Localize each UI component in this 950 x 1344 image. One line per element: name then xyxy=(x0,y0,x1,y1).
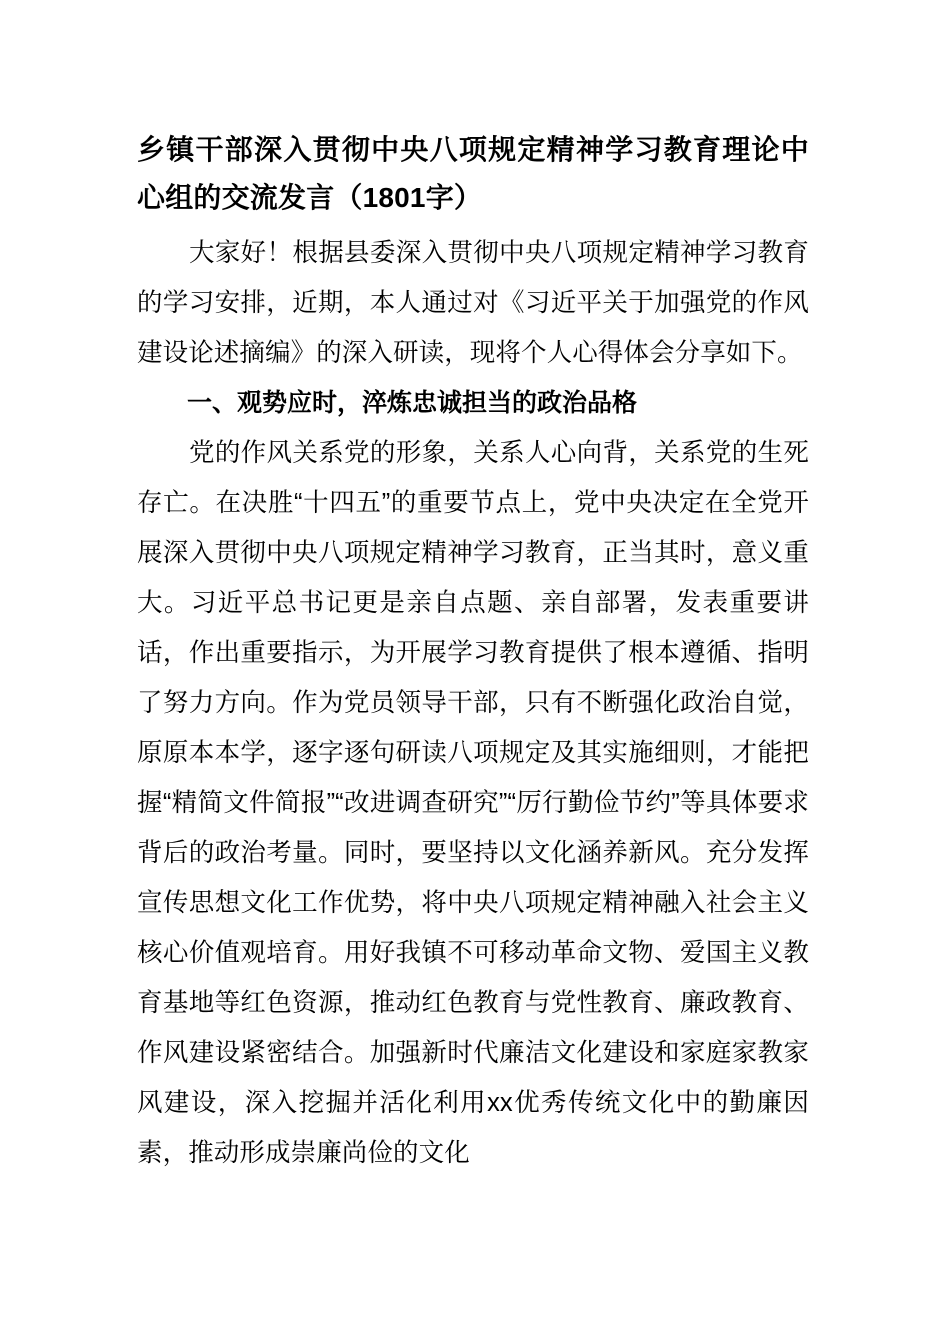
section-heading-1: 一、观势应时，淬炼忠诚担当的政治品格 xyxy=(187,389,638,417)
document-body xyxy=(137,126,809,1178)
section-1-paragraph: 党的作风关系党的形象，关系人心向背，关系党的生死存亡。在决胜“十四五”的重要节点上，党中央决定在全党开展深入贯彻中央八项规定精神学习教育，正当其时，意义重大。习近平总书记更是亲自点题、亲自部署，发表重要讲话，作出重要指示，为开展学习教育提供了根本遵循、指明了努力方向。作为党员领导干部，只有不断强化政治自觉，原原本本学，逐字逐句研读八项规定及其实施细则，才能把握“精简文件简报”“改进调查研究”“厉行勤俭节约”等具体要求背后的政治考量。同时，要坚持以文化涵养新风。充分发挥宣传思想文化工作优势，将中央八项规定精神融入社会主义核心价值观培育。用好我镇不可移动革命文物、爱国主义教育基地等红色资源，推动红色教育与党性教育、廉政教育、作风建设紧密结合。加强新时代廉洁文化建设和家庭家教家风建设，深入挖掘并活化利用xx优秀传统文化中的勤廉因素，推动形成崇廉尚俭的文化 xyxy=(137,439,809,1167)
page-title: 乡镇干部深入贯彻中央八项规定精神学习教育理论中心组的交流发言（1801字） xyxy=(137,134,809,213)
intro-paragraph: 大家好！根据县委深入贯彻中央八项规定精神学习教育的学习安排，近期，本人通过对《习近平关于加强党的作风建设论述摘编》的深入研读，现将个人心得体会分享如下。 xyxy=(137,239,809,367)
